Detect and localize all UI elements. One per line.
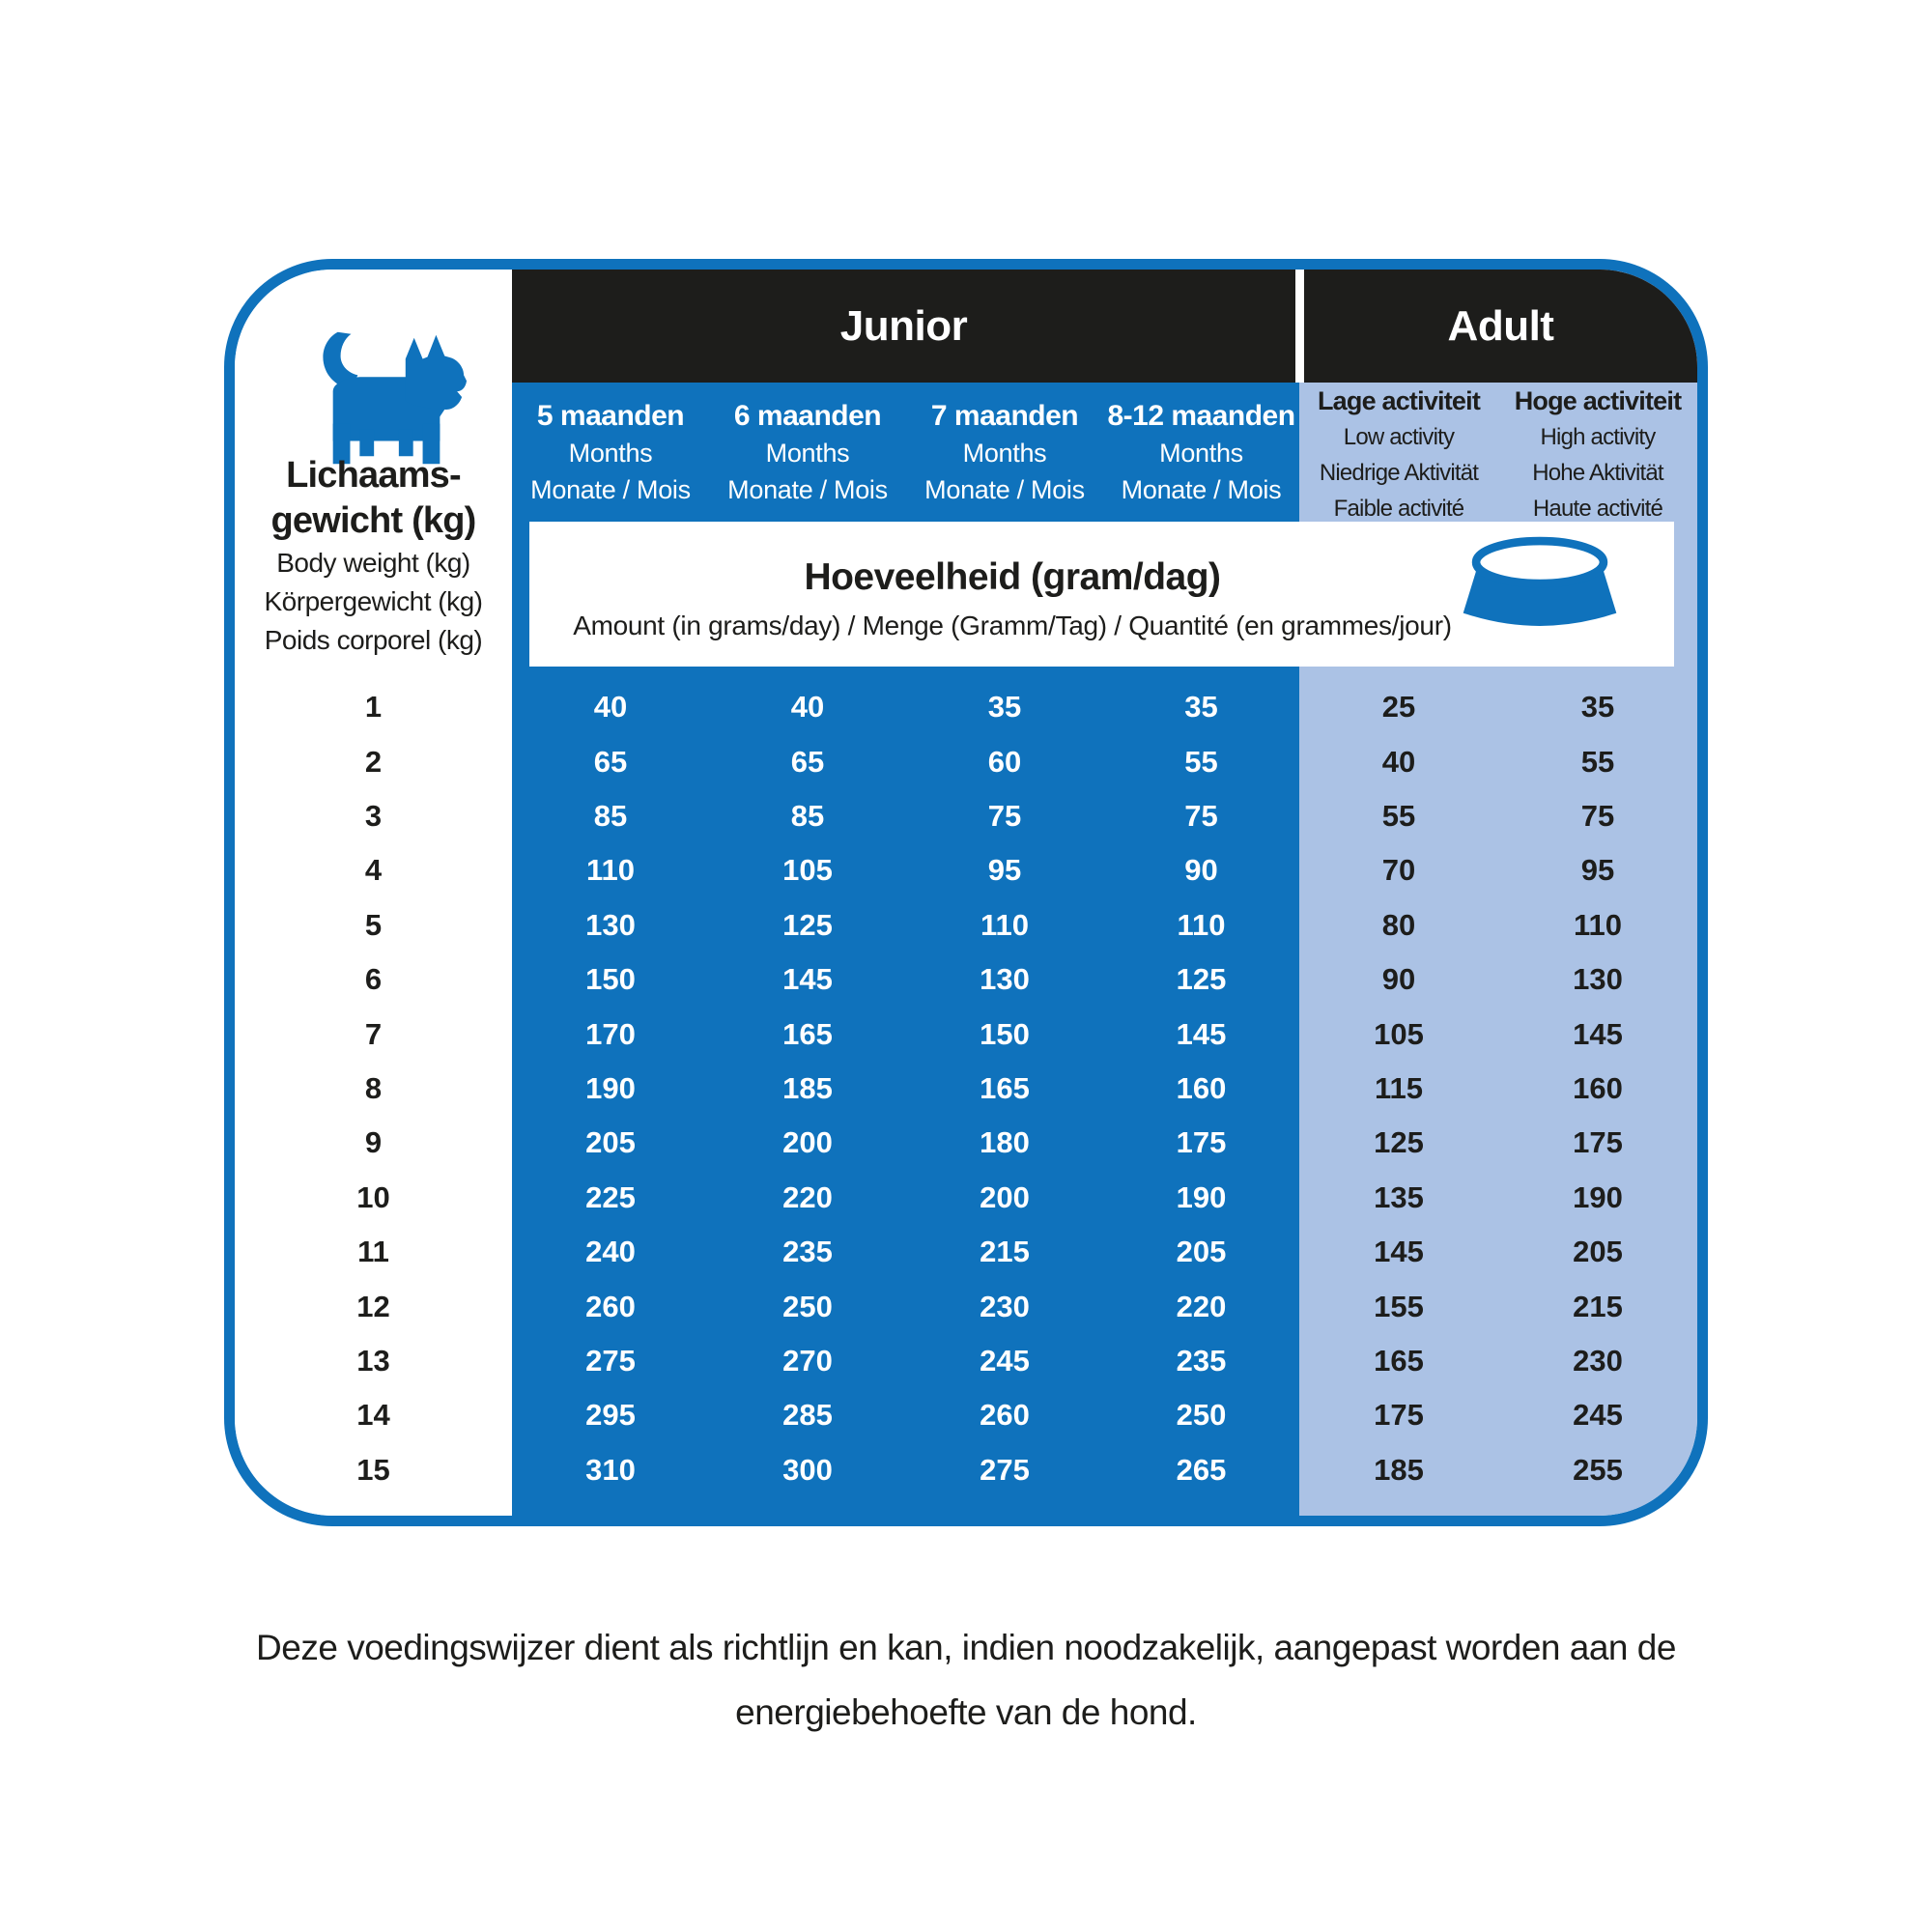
row-value: 245 [1573,1398,1623,1433]
row-value: 165 [1374,1344,1424,1378]
adult-group-header [1304,270,1697,383]
col-line: Monate / Mois [727,475,888,504]
row-value: 160 [1573,1071,1623,1106]
col-line: Months [765,439,850,468]
table-row [235,1225,1697,1279]
junior-col-header-6-months [709,383,906,526]
row-value: 260 [980,1398,1030,1433]
bodyweight-title-line2: gewicht (kg) [270,500,476,541]
row-value: 220 [1176,1289,1227,1323]
row-value: 135 [1374,1179,1424,1214]
subheader-row [235,383,1697,522]
row-value: 130 [980,962,1030,997]
row-value: 110 [1177,907,1226,942]
row-kg-label: 10 [356,1179,390,1214]
row-value: 170 [585,1016,636,1051]
row-value: 150 [585,962,636,997]
row-value: 90 [1184,853,1218,888]
row-value: 275 [585,1344,636,1378]
row-value: 105 [782,853,833,888]
row-value: 240 [585,1235,636,1269]
col-line: Monate / Mois [1121,475,1282,504]
bodyweight-title-line1: Lichaams- [286,455,461,496]
col-title: 6 maanden [733,400,882,432]
row-value: 110 [1573,907,1622,942]
row-value: 115 [1374,1071,1423,1106]
row-value: 295 [585,1398,636,1433]
bodyweight-subtitle-fr: Poids corporel (kg) [264,625,483,655]
col-line: Months [962,439,1047,468]
row-value: 85 [790,799,825,834]
row-value: 60 [987,744,1022,779]
row-value: 230 [980,1289,1030,1323]
col-line: Months [1159,439,1243,468]
table-row [235,1062,1697,1116]
row-kg-label: 15 [356,1452,390,1487]
row-value: 40 [1381,744,1416,779]
amount-title: Hoeveelheid (gram/dag) [804,556,1221,598]
row-kg-label: 5 [364,907,383,942]
row-value: 155 [1374,1289,1424,1323]
row-value: 250 [1176,1398,1227,1433]
row-value: 110 [585,853,635,888]
row-value: 175 [1374,1398,1424,1433]
table-row [235,789,1697,843]
row-value: 275 [980,1452,1030,1487]
row-value: 55 [1580,744,1615,779]
table-row [235,734,1697,788]
row-value: 215 [980,1235,1030,1269]
row-value: 85 [593,799,628,834]
table-row [235,1171,1697,1225]
amount-band [529,522,1674,667]
row-value: 130 [585,907,636,942]
food-bowl-icon [1457,531,1623,636]
row-kg-label: 1 [364,690,383,724]
bodyweight-subtitle-en: Body weight (kg) [276,548,470,578]
table-row [235,843,1697,897]
row-value: 165 [980,1071,1030,1106]
adult-col-header-high-activity [1498,383,1697,526]
row-value: 125 [782,907,833,942]
row-value: 225 [585,1179,636,1214]
row-value: 70 [1381,853,1416,888]
adult-group-label: Adult [1447,301,1554,350]
footnote-line1: Deze voedingswijzer dient als richtlijn en kan, indien noodzakelijk, aangepast worden aan de [256,1628,1676,1667]
row-value: 310 [585,1452,636,1487]
footnote [0,1615,1932,1745]
row-value: 150 [980,1016,1030,1051]
table-row [235,1334,1697,1388]
row-value: 40 [790,690,825,724]
row-value: 180 [980,1125,1030,1160]
row-value: 65 [790,744,825,779]
col-title: 7 maanden [930,400,1079,432]
junior-group-header [512,270,1295,383]
row-value: 190 [585,1071,636,1106]
row-value: 110 [980,907,1029,942]
col-title: 5 maanden [536,400,685,432]
bodyweight-header-spacer [235,383,512,526]
group-divider [1295,270,1304,383]
row-kg-label: 3 [364,799,383,834]
col-line: Monate / Mois [924,475,1085,504]
row-value: 250 [782,1289,833,1323]
row-value: 160 [1176,1071,1227,1106]
row-value: 25 [1381,690,1416,724]
row-value: 270 [782,1344,833,1378]
row-value: 205 [1573,1235,1623,1269]
row-kg-label: 11 [357,1235,389,1269]
row-value: 95 [987,853,1022,888]
table-row [235,898,1697,952]
row-value: 175 [1573,1125,1623,1160]
row-value: 125 [1176,962,1227,997]
row-value: 165 [782,1016,833,1051]
row-kg-label: 8 [364,1071,383,1106]
row-kg-label: 6 [364,962,383,997]
row-value: 205 [585,1125,636,1160]
row-value: 255 [1573,1452,1623,1487]
row-value: 65 [593,744,628,779]
row-value: 95 [1580,853,1615,888]
row-kg-label: 12 [356,1289,390,1323]
col-line: Monate / Mois [530,475,691,504]
row-value: 75 [1184,799,1218,834]
row-value: 185 [1374,1452,1424,1487]
col-line: Months [568,439,653,468]
row-value: 205 [1176,1235,1227,1269]
col-title: Hoge activiteit [1514,386,1682,415]
row-value: 300 [782,1452,833,1487]
row-kg-label: 2 [364,744,383,779]
row-value: 145 [1176,1016,1227,1051]
table-row [235,680,1697,734]
row-value: 220 [782,1179,833,1214]
col-line: Niedrige Aktivität [1319,460,1479,486]
amount-subtitle: Amount (in grams/day) / Menge (Gramm/Tag) / Quantité (en grammes/jour) [573,611,1452,640]
row-value: 185 [782,1071,833,1106]
table-row [235,1388,1697,1442]
row-value: 285 [782,1398,833,1433]
row-value: 235 [782,1235,833,1269]
junior-col-header-8-12-months [1103,383,1299,526]
junior-group-label: Junior [839,301,968,350]
row-value: 55 [1184,744,1218,779]
row-kg-label: 13 [356,1344,390,1378]
table-row [235,1007,1697,1061]
col-line: Low activity [1343,424,1455,450]
table-row [235,952,1697,1007]
col-line: High activity [1540,424,1656,450]
row-value: 190 [1573,1179,1623,1214]
bodyweight-subtitle-de: Körpergewicht (kg) [264,586,483,616]
row-value: 190 [1176,1179,1227,1214]
junior-col-header-7-months [906,383,1103,526]
col-line: Haute activité [1532,496,1663,522]
row-value: 215 [1573,1289,1623,1323]
col-line: Faible activité [1333,496,1464,522]
footnote-line2: energiebehoefte van de hond. [735,1692,1197,1732]
row-value: 145 [782,962,833,997]
row-value: 75 [987,799,1022,834]
row-value: 90 [1381,962,1416,997]
row-kg-label: 4 [364,853,383,888]
table-row [235,1443,1697,1497]
row-value: 55 [1381,799,1416,834]
row-value: 105 [1374,1016,1424,1051]
row-value: 200 [782,1125,833,1160]
row-value: 235 [1176,1344,1227,1378]
col-title: 8-12 maanden [1107,400,1295,432]
row-value: 130 [1573,962,1623,997]
row-value: 230 [1573,1344,1623,1378]
row-value: 80 [1381,907,1416,942]
row-value: 35 [1580,690,1615,724]
col-line: Hohe Aktivität [1532,460,1663,486]
adult-col-header-low-activity [1299,383,1498,526]
row-value: 245 [980,1344,1030,1378]
feeding-guide-table [224,259,1708,1526]
row-value: 40 [593,690,628,724]
row-value: 35 [1184,690,1218,724]
row-kg-label: 7 [364,1016,383,1051]
row-value: 145 [1573,1016,1623,1051]
row-kg-label: 9 [364,1125,383,1160]
amount-band-text [529,522,1495,667]
row-value: 265 [1176,1452,1227,1487]
row-value: 75 [1580,799,1615,834]
row-value: 175 [1176,1125,1227,1160]
table-row [235,1116,1697,1170]
junior-col-header-5-months [512,383,709,526]
row-kg-label: 14 [356,1398,390,1433]
row-value: 125 [1374,1125,1424,1160]
row-value: 35 [987,690,1022,724]
row-value: 200 [980,1179,1030,1214]
row-value: 145 [1374,1235,1424,1269]
col-title: Lage activiteit [1317,386,1481,415]
row-value: 260 [585,1289,636,1323]
table-body [235,667,1697,1497]
table-row [235,1279,1697,1333]
